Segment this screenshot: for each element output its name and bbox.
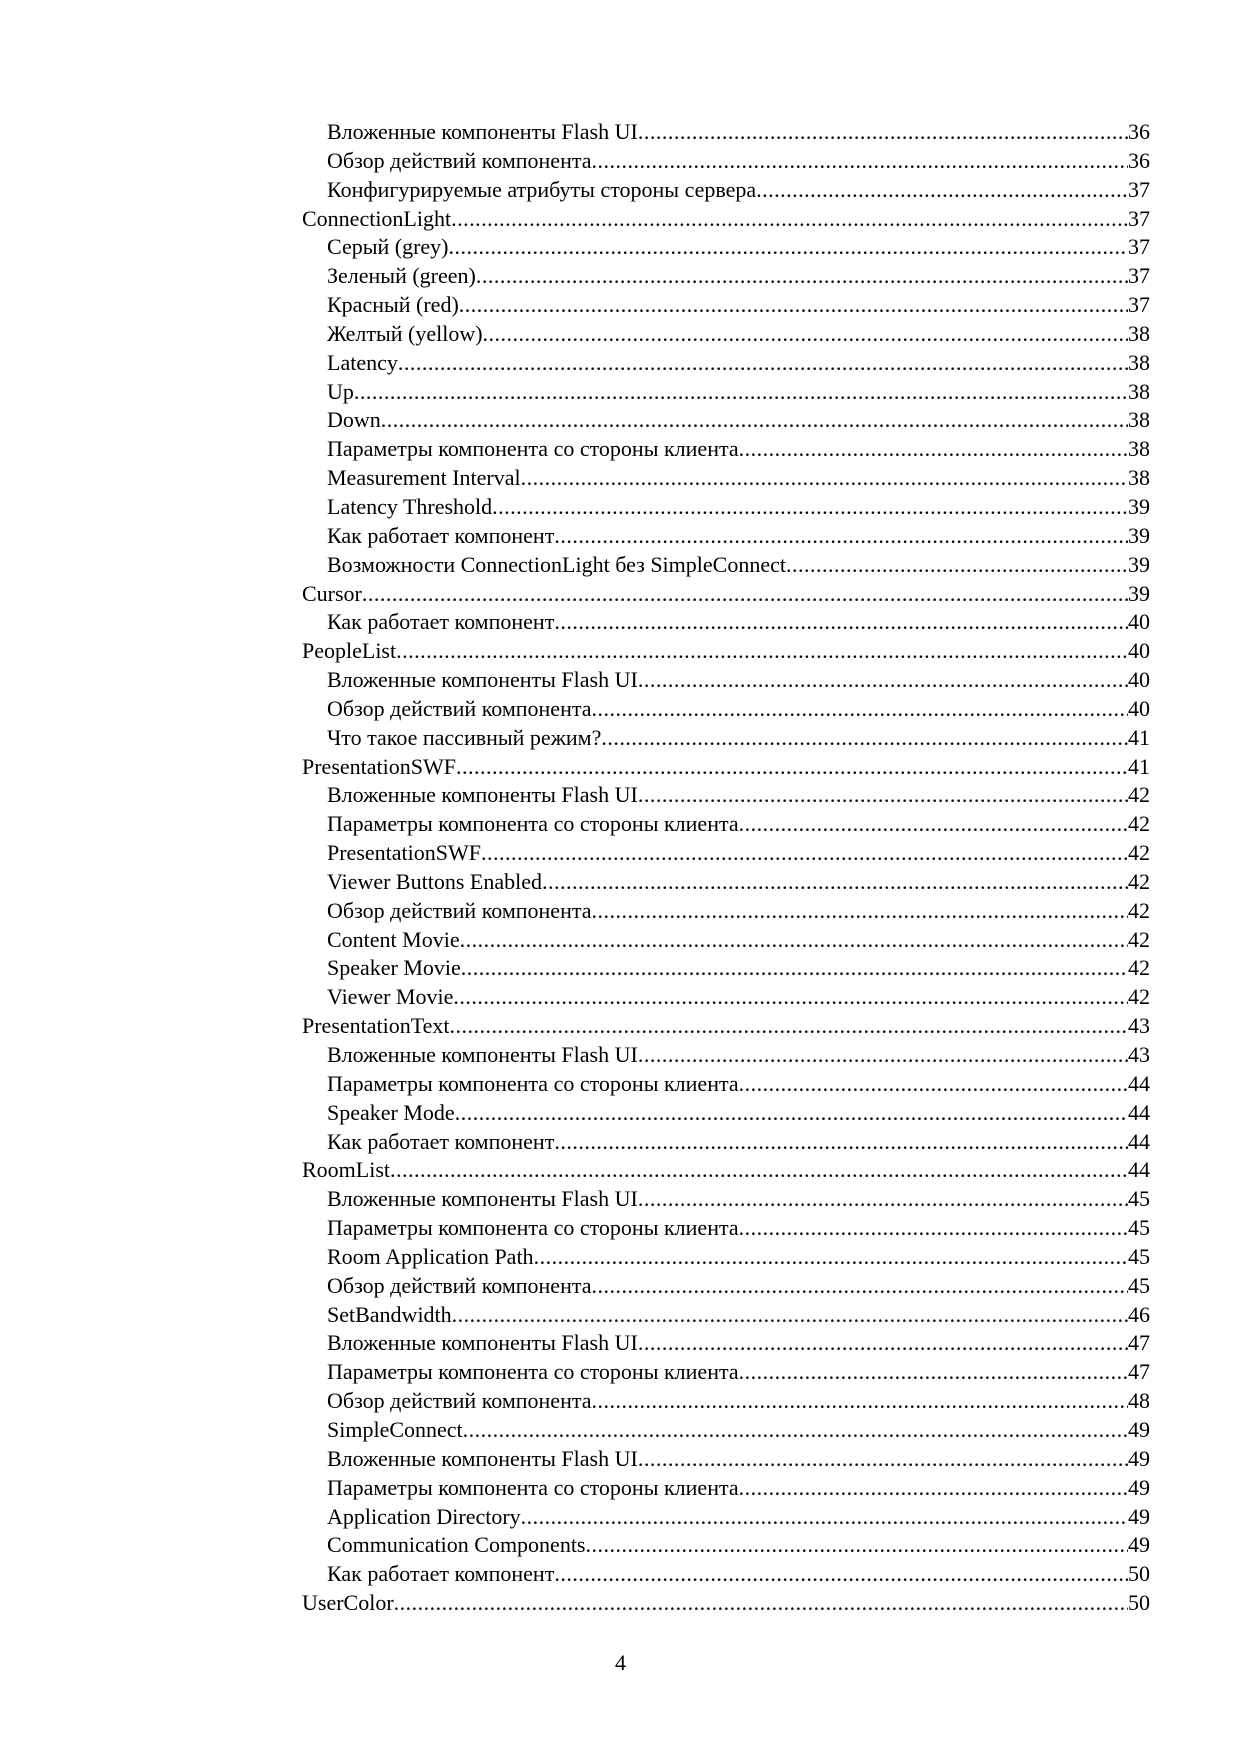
toc-entry[interactable] bbox=[302, 1503, 1150, 1532]
toc-entry[interactable] bbox=[302, 435, 1150, 464]
toc-entry-page: 40 bbox=[1128, 695, 1150, 721]
toc-entry-title: Viewer Movie bbox=[327, 984, 454, 1010]
toc-entry[interactable] bbox=[302, 1185, 1150, 1214]
toc-entry[interactable] bbox=[302, 1589, 1150, 1618]
toc-entry[interactable] bbox=[302, 262, 1150, 291]
toc-entry-title: Room Application Path bbox=[327, 1243, 534, 1269]
toc-dot-leader bbox=[453, 983, 1128, 1012]
toc-entry-page: 49 bbox=[1128, 1532, 1150, 1558]
toc-entry-page: 40 bbox=[1128, 667, 1150, 693]
toc-entry-title: Что такое пассивный режим? bbox=[327, 724, 602, 750]
toc-entry[interactable] bbox=[302, 378, 1150, 407]
table-of-contents bbox=[302, 118, 1150, 1618]
toc-entry-page: 42 bbox=[1128, 955, 1150, 981]
toc-dot-leader bbox=[449, 233, 1128, 262]
toc-entry-page: 44 bbox=[1128, 1128, 1150, 1154]
toc-entry-title: Как работает компонент bbox=[327, 1561, 555, 1587]
toc-dot-leader bbox=[452, 1301, 1128, 1330]
toc-entry-title: Latency Threshold bbox=[327, 493, 493, 519]
toc-entry-title: Вложенные компоненты Flash UI bbox=[327, 782, 638, 808]
toc-entry-page: 37 bbox=[1128, 205, 1150, 231]
toc-entry-title: PresentationSWF bbox=[327, 840, 481, 866]
toc-entry-title: Параметры компонента со стороны клиента bbox=[327, 1474, 739, 1500]
toc-dot-leader bbox=[521, 1503, 1128, 1532]
toc-dot-leader bbox=[739, 435, 1128, 464]
toc-entry[interactable] bbox=[302, 118, 1150, 147]
toc-entry[interactable] bbox=[302, 1531, 1150, 1560]
toc-dot-leader bbox=[786, 551, 1128, 580]
toc-entry-page: 45 bbox=[1128, 1186, 1150, 1212]
toc-dot-leader bbox=[362, 580, 1128, 609]
toc-entry-page: 47 bbox=[1128, 1359, 1150, 1385]
toc-entry-title: Viewer Buttons Enabled bbox=[327, 868, 542, 894]
toc-entry-page: 39 bbox=[1128, 580, 1150, 606]
toc-entry[interactable] bbox=[302, 1243, 1150, 1272]
toc-entry[interactable] bbox=[302, 926, 1150, 955]
toc-dot-leader bbox=[456, 753, 1128, 782]
toc-entry[interactable] bbox=[302, 1560, 1150, 1589]
toc-dot-leader bbox=[554, 1128, 1128, 1157]
toc-entry[interactable] bbox=[302, 1416, 1150, 1445]
toc-entry-page: 37 bbox=[1128, 176, 1150, 202]
toc-entry[interactable] bbox=[302, 637, 1150, 666]
toc-entry-title: Вложенные компоненты Flash UI bbox=[327, 1445, 638, 1471]
toc-entry-title: Как работает компонент bbox=[327, 609, 555, 635]
toc-entry-page: 38 bbox=[1128, 349, 1150, 375]
toc-dot-leader bbox=[398, 349, 1128, 378]
toc-dot-leader bbox=[638, 1041, 1128, 1070]
toc-dot-leader bbox=[451, 205, 1128, 234]
toc-dot-leader bbox=[739, 1214, 1128, 1243]
toc-entry-title: SimpleConnect bbox=[327, 1416, 463, 1442]
toc-entry[interactable] bbox=[302, 608, 1150, 637]
toc-entry-title: Вложенные компоненты Flash UI bbox=[327, 1042, 638, 1067]
toc-dot-leader bbox=[390, 1156, 1128, 1185]
toc-entry-page: 50 bbox=[1128, 1561, 1150, 1587]
toc-dot-leader bbox=[739, 1358, 1128, 1387]
toc-entry-page: 43 bbox=[1128, 1042, 1150, 1067]
toc-entry-page: 38 bbox=[1128, 436, 1150, 462]
toc-entry[interactable] bbox=[302, 983, 1150, 1012]
toc-entry-title: Параметры компонента со стороны клиента bbox=[327, 811, 739, 837]
toc-entry[interactable] bbox=[302, 493, 1150, 522]
toc-dot-leader bbox=[638, 1329, 1128, 1358]
toc-entry-page: 48 bbox=[1128, 1388, 1150, 1414]
toc-entry-page: 42 bbox=[1128, 811, 1150, 837]
toc-entry-page: 45 bbox=[1128, 1272, 1150, 1298]
toc-entry-page: 45 bbox=[1128, 1243, 1150, 1269]
toc-entry-title: Обзор действий компонента bbox=[327, 897, 592, 923]
toc-entry[interactable] bbox=[302, 695, 1150, 724]
toc-entry-page: 42 bbox=[1128, 984, 1150, 1010]
toc-entry-page: 38 bbox=[1128, 407, 1150, 433]
toc-entry[interactable] bbox=[302, 724, 1150, 753]
toc-entry-page: 44 bbox=[1128, 1099, 1150, 1125]
toc-entry-title: Обзор действий компонента bbox=[327, 147, 592, 173]
toc-dot-leader bbox=[483, 320, 1128, 349]
toc-entry-page: 40 bbox=[1128, 609, 1150, 635]
toc-dot-leader bbox=[592, 897, 1129, 926]
toc-entry-title: Вложенные компоненты Flash UI bbox=[327, 1186, 638, 1212]
toc-dot-leader bbox=[463, 1416, 1128, 1445]
toc-entry-page: 49 bbox=[1128, 1503, 1150, 1529]
toc-entry-title: Обзор действий компонента bbox=[327, 1388, 592, 1414]
toc-dot-leader bbox=[554, 522, 1128, 551]
page-number: 4 bbox=[615, 1650, 626, 1675]
toc-entry[interactable] bbox=[302, 1070, 1150, 1099]
toc-entry-title: Вложенные компоненты Flash UI bbox=[327, 1330, 638, 1356]
toc-entry-title: PeopleList bbox=[302, 638, 397, 664]
toc-entry-page: 49 bbox=[1128, 1445, 1150, 1471]
toc-dot-leader bbox=[592, 147, 1129, 176]
toc-entry-page: 43 bbox=[1128, 1013, 1150, 1039]
toc-entry[interactable] bbox=[302, 954, 1150, 983]
toc-entry[interactable] bbox=[302, 1156, 1150, 1185]
toc-entry[interactable] bbox=[302, 1041, 1150, 1070]
toc-dot-leader bbox=[638, 1445, 1128, 1474]
toc-entry-title: Speaker Movie bbox=[327, 955, 461, 981]
toc-entry[interactable] bbox=[302, 1128, 1150, 1157]
toc-entry-title: Latency bbox=[327, 349, 398, 375]
toc-entry[interactable] bbox=[302, 291, 1150, 320]
toc-entry-title: Желтый (yellow) bbox=[327, 320, 483, 346]
toc-entry-title: Возможности ConnectionLight без SimpleConnect bbox=[327, 551, 786, 577]
toc-entry[interactable] bbox=[302, 233, 1150, 262]
toc-entry-page: 40 bbox=[1128, 638, 1150, 664]
toc-entry-title: Параметры компонента со стороны клиента bbox=[327, 436, 739, 462]
toc-entry-title: Content Movie bbox=[327, 926, 460, 952]
toc-entry-page: 36 bbox=[1128, 147, 1150, 173]
toc-entry[interactable] bbox=[302, 1012, 1150, 1041]
toc-dot-leader bbox=[461, 954, 1128, 983]
toc-entry-page: 42 bbox=[1128, 868, 1150, 894]
toc-entry[interactable] bbox=[302, 464, 1150, 493]
toc-entry-page: 39 bbox=[1128, 522, 1150, 548]
toc-entry-page: 49 bbox=[1128, 1416, 1150, 1442]
toc-entry-page: 47 bbox=[1128, 1330, 1150, 1356]
toc-entry-page: 41 bbox=[1128, 753, 1150, 779]
toc-dot-leader bbox=[476, 262, 1128, 291]
toc-entry[interactable] bbox=[302, 320, 1150, 349]
toc-entry-title: Down bbox=[327, 407, 381, 433]
toc-entry-page: 38 bbox=[1128, 465, 1150, 491]
toc-dot-leader bbox=[534, 1243, 1128, 1272]
toc-entry-page: 38 bbox=[1128, 320, 1150, 346]
toc-entry-page: 42 bbox=[1128, 840, 1150, 866]
toc-entry-title: Зеленый (green) bbox=[327, 263, 476, 289]
toc-entry-title: Communication Components bbox=[327, 1532, 586, 1558]
toc-dot-leader bbox=[592, 1387, 1129, 1416]
toc-dot-leader bbox=[381, 406, 1128, 435]
toc-entry[interactable] bbox=[302, 1387, 1150, 1416]
toc-entry-page: 38 bbox=[1128, 378, 1150, 404]
toc-entry[interactable] bbox=[302, 1301, 1150, 1330]
toc-entry-page: 42 bbox=[1128, 926, 1150, 952]
toc-entry-page: 39 bbox=[1128, 493, 1150, 519]
toc-entry-page: 42 bbox=[1128, 782, 1150, 808]
toc-entry[interactable] bbox=[302, 810, 1150, 839]
toc-dot-leader bbox=[756, 176, 1128, 205]
toc-entry-title: Обзор действий компонента bbox=[327, 695, 592, 721]
toc-dot-leader bbox=[455, 1099, 1128, 1128]
toc-entry-page: 37 bbox=[1128, 234, 1150, 260]
toc-entry[interactable] bbox=[302, 147, 1150, 176]
toc-entry-title: ConnectionLight bbox=[302, 205, 452, 231]
toc-entry-page: 41 bbox=[1128, 724, 1150, 750]
toc-dot-leader bbox=[638, 666, 1128, 695]
toc-dot-leader bbox=[601, 724, 1128, 753]
toc-dot-leader bbox=[739, 1070, 1128, 1099]
toc-entry[interactable] bbox=[302, 781, 1150, 810]
toc-dot-leader bbox=[586, 1531, 1129, 1560]
toc-entry-title: Как работает компонент bbox=[327, 522, 555, 548]
toc-dot-leader bbox=[481, 839, 1128, 868]
toc-entry-page: 36 bbox=[1128, 119, 1150, 144]
toc-entry[interactable] bbox=[302, 580, 1150, 609]
toc-entry-title: Обзор действий компонента bbox=[327, 1272, 592, 1298]
toc-entry[interactable] bbox=[302, 1099, 1150, 1128]
toc-entry[interactable] bbox=[302, 1358, 1150, 1387]
toc-entry-title: Как работает компонент bbox=[327, 1128, 555, 1154]
toc-entry[interactable] bbox=[302, 522, 1150, 551]
toc-entry-page: 37 bbox=[1128, 292, 1150, 318]
toc-entry-page: 46 bbox=[1128, 1301, 1150, 1327]
toc-entry-page: 42 bbox=[1128, 897, 1150, 923]
toc-entry-title: Красный (red) bbox=[327, 292, 459, 318]
toc-entry[interactable] bbox=[302, 1329, 1150, 1358]
toc-entry-title: Параметры компонента со стороны клиента bbox=[327, 1359, 739, 1385]
toc-dot-leader bbox=[542, 868, 1128, 897]
toc-entry-page: 44 bbox=[1128, 1070, 1150, 1096]
toc-entry-title: PresentationText bbox=[302, 1013, 450, 1039]
toc-entry[interactable] bbox=[302, 1214, 1150, 1243]
toc-entry-title: Measurement Interval bbox=[327, 465, 521, 491]
toc-dot-leader bbox=[354, 378, 1128, 407]
toc-dot-leader bbox=[638, 118, 1128, 147]
toc-entry[interactable] bbox=[302, 868, 1150, 897]
toc-dot-leader bbox=[739, 810, 1128, 839]
toc-entry-title: Параметры компонента со стороны клиента bbox=[327, 1070, 739, 1096]
toc-entry-page: 50 bbox=[1128, 1590, 1150, 1616]
toc-entry-page: 37 bbox=[1128, 263, 1150, 289]
toc-dot-leader bbox=[459, 291, 1128, 320]
toc-entry[interactable] bbox=[302, 1272, 1150, 1301]
toc-entry[interactable] bbox=[302, 1474, 1150, 1503]
toc-entry[interactable] bbox=[302, 551, 1150, 580]
toc-entry[interactable] bbox=[302, 205, 1150, 234]
toc-entry-title: Up bbox=[327, 378, 354, 404]
toc-entry-title: Application Directory bbox=[327, 1503, 521, 1529]
toc-dot-leader bbox=[460, 926, 1128, 955]
toc-entry[interactable] bbox=[302, 897, 1150, 926]
toc-entry-title: UserColor bbox=[302, 1590, 394, 1616]
toc-entry[interactable] bbox=[302, 753, 1150, 782]
toc-entry[interactable] bbox=[302, 176, 1150, 205]
toc-entry-page: 49 bbox=[1128, 1474, 1150, 1500]
toc-entry-title: PresentationSWF bbox=[302, 753, 456, 779]
toc-dot-leader bbox=[394, 1589, 1128, 1618]
toc-entry-page: 39 bbox=[1128, 551, 1150, 577]
toc-entry[interactable] bbox=[302, 406, 1150, 435]
toc-entry-page: 44 bbox=[1128, 1157, 1150, 1183]
toc-dot-leader bbox=[554, 608, 1128, 637]
toc-entry[interactable] bbox=[302, 1445, 1150, 1474]
toc-dot-leader bbox=[521, 464, 1128, 493]
toc-dot-leader bbox=[592, 695, 1129, 724]
toc-entry-title: Cursor bbox=[302, 580, 362, 606]
toc-dot-leader bbox=[638, 781, 1128, 810]
toc-entry-page: 45 bbox=[1128, 1215, 1150, 1241]
toc-entry-title: RoomList bbox=[302, 1157, 391, 1183]
toc-entry-title: Speaker Mode bbox=[327, 1099, 455, 1125]
toc-entry[interactable] bbox=[302, 349, 1150, 378]
toc-dot-leader bbox=[739, 1474, 1128, 1503]
toc-entry[interactable] bbox=[302, 839, 1150, 868]
toc-entry[interactable] bbox=[302, 666, 1150, 695]
toc-dot-leader bbox=[592, 1272, 1129, 1301]
toc-dot-leader bbox=[554, 1560, 1128, 1589]
toc-entry-title: Вложенные компоненты Flash UI bbox=[327, 119, 638, 144]
toc-dot-leader bbox=[492, 493, 1128, 522]
toc-entry-title: SetBandwidth bbox=[327, 1301, 452, 1327]
toc-entry-title: Серый (grey) bbox=[327, 234, 449, 260]
toc-entry-title: Параметры компонента со стороны клиента bbox=[327, 1215, 739, 1241]
toc-dot-leader bbox=[396, 637, 1128, 666]
toc-dot-leader bbox=[450, 1012, 1128, 1041]
toc-dot-leader bbox=[638, 1185, 1128, 1214]
toc-entry-title: Конфигурируемые атрибуты стороны сервера bbox=[327, 176, 757, 202]
toc-entry-title: Вложенные компоненты Flash UI bbox=[327, 667, 638, 693]
